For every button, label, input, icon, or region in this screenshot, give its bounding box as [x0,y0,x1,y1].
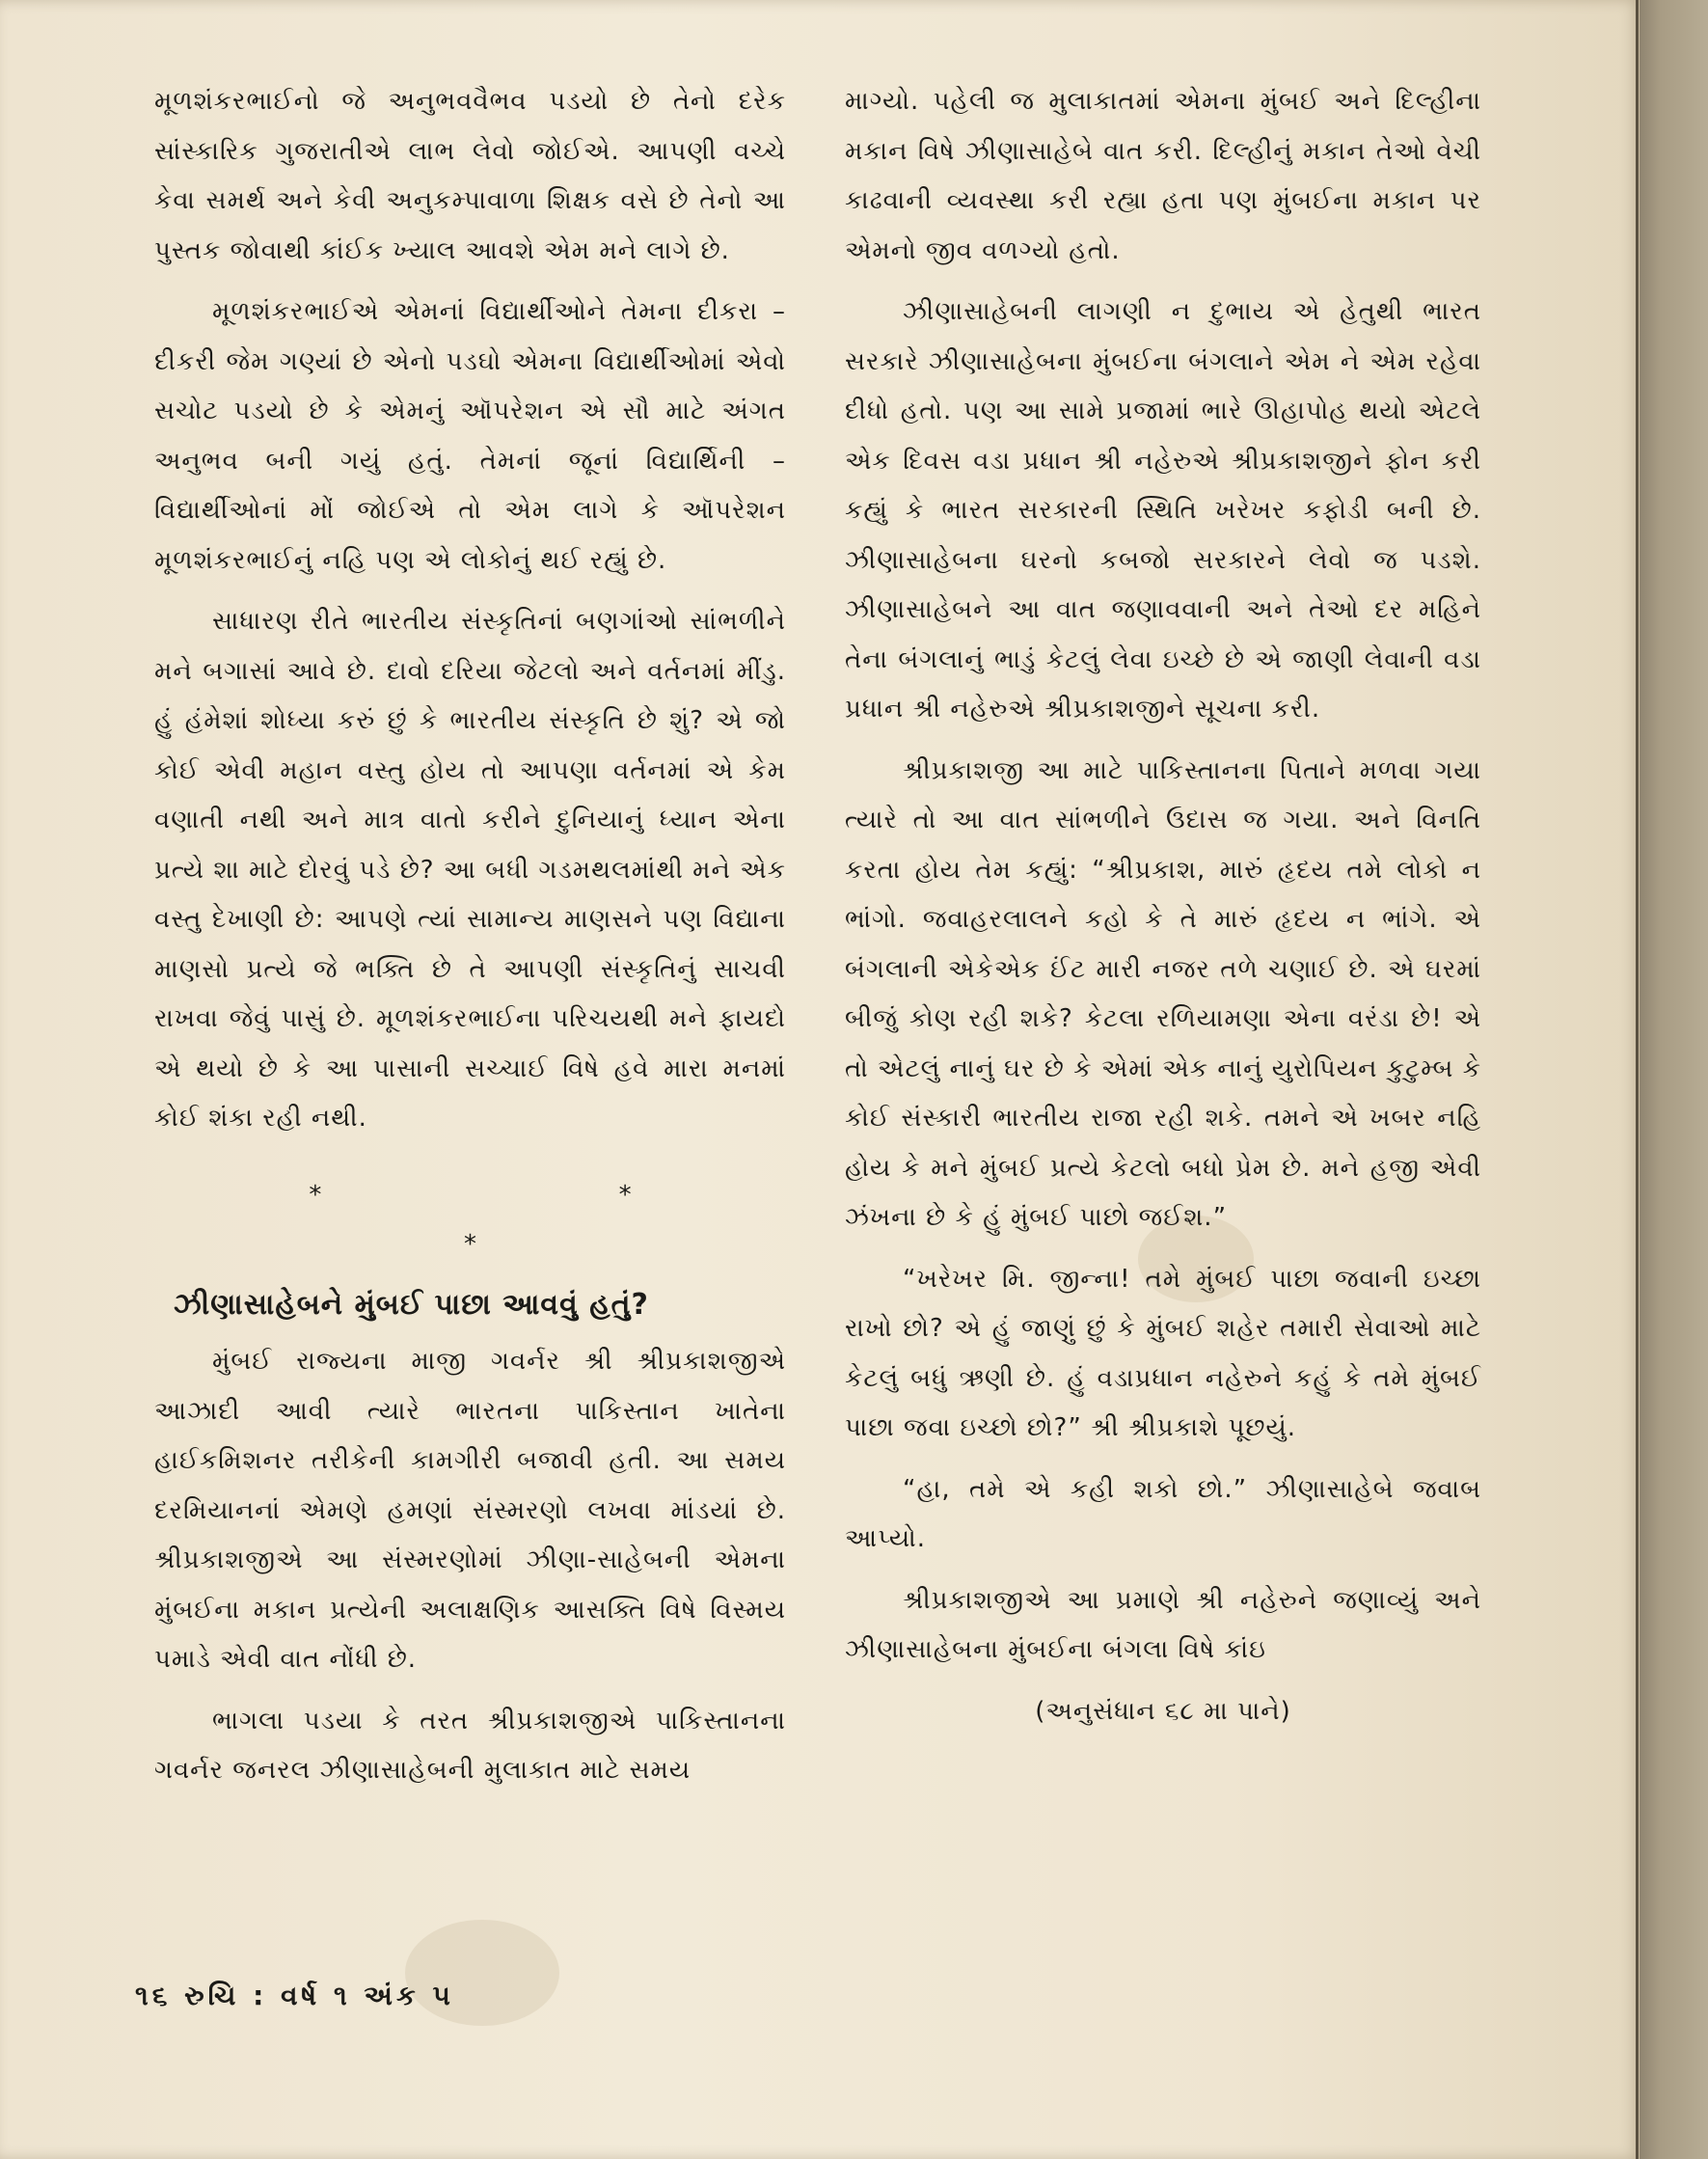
paragraph: ભાગલા પડયા કે તરત શ્રીપ્રકાશજીએ પાકિસ્તાનના ગવર્નર જનરલ ઝીણાસાહેબની મુલાકાત માટે સમય [154,1706,786,1785]
paragraph: મૂળશંકરભાઈનો જે અનુભવવૈભવ પડયો છે તેનો દરેક સાંસ્કારિક ગુજરાતીએ લાભ લેવો જોઈએ. આપણી વચ્ચે કેવા સમર્થ અને કેવી અનુકમ્પાવાળા શિક્ષક વસે છે તેનો આ પુસ્તક જોવાથી કાંઈક ખ્યાલ આવશે એમ મને લાગે છે. [154,87,786,265]
paragraph: ઝીણાસાહેબની લાગણી ન દુભાય એ હેતુથી ભારત સરકારે ઝીણાસાહેબના મુંબઈના બંગલાને એમ ને એમ રહેવા દીધો હતો. પણ આ સામે પ્રજામાં ભારે ઊહાપોહ થયો એટલે એક દિવસ વડા પ્રધાન શ્રી નહેરુએ શ્રીપ્રકાશજીને ફોન કરી કહ્યું કે ભારત સરકારની સ્થિતિ ખરેખર કફોડી બની છે. ઝીણાસાહેબના ઘરનો કબજો સરકારને લેવો જ પડશે. ઝીણાસાહેબને આ વાત જણાવવાની અને તેઓ દર મહિને તેના બંગલાનું ભાડું કેટલું લેવા ઇચ્છે છે એ જાણી લેવાની વડા પ્રધાન શ્રી નહેરુએ શ્રીપ્રકાશજીને સૂચના કરી. [845,297,1481,724]
binding-line [1636,0,1639,2159]
paragraph: “હા, તમે એ કહી શકો છો.” ઝીણાસાહેબે જવાબ આપ્યો. [845,1474,1481,1553]
continued-note: (અનુસંધાન ૬૮ મા પાને) [1035,1696,1291,1726]
article-heading: ઝીણાસાહેબને મુંબઈ પાછા આવવું હતું? [174,1287,649,1322]
paragraph: શ્રીપ્રકાશજી આ માટે પાકિસ્તાનના પિતાને મળવા ગયા ત્યારે તો આ વાત સાંભળીને ઉદાસ જ ગયા. અને વિનતિ કરતા હોય તેમ કહ્યું: “શ્રીપ્રકાશ, મારું હૃદય તમે લોકો ન ભાંગો. જવાહરલાલને કહો કે તે મારું હૃદય ન ભાંગે. એ બંગલાની એકેએક ઈંટ મારી નજર તળે ચણાઈ છે. એ ઘરમાં બીજું કોણ રહી શકે? કેટલા રળિયામણા એના વરંડા છે! એ તો એટલું નાનું ઘર છે કે એમાં એક નાનું યુરોપિયન કુટુમ્બ કે કોઈ સંસ્કારી ભારતીય રાજા રહી શકે. તમને એ ખબર નહિ હોય કે મને મુંબઈ પ્રત્યે કેટલો બધો પ્રેમ છે. મને હજી એવી ઝંખના છે કે હું મુંબઈ પાછો જઈશ.” [845,755,1481,1232]
right-column [845,77,1481,1736]
paragraph: મુંબઈ રાજ્યના માજી ગવર્નર શ્રી શ્રીપ્રકાશજીએ આઝાદી આવી ત્યારે ભારતના પાકિસ્તાન ખાતેના હાઈકમિશનર તરીકેની કામગીરી બજાવી હતી. આ સમય દરમિયાનનાં એમણે હમણાં સંસ્મરણો લખવા માંડયાં છે. શ્રીપ્રકાશજીએ આ સંસ્મરણોમાં ઝીણા-સાહેબની એમના મુંબઈના મકાન પ્રત્યેની અલાક્ષણિક આસક્તિ વિષે વિસ્મય પમાડે એવી વાત નોંધી છે. [154,1347,786,1674]
paragraph: મૂળશંકરભાઈએ એમનાં વિદ્યાર્થીઓને તેમના દીકરા – દીકરી જેમ ગણ્યાં છે એનો પડઘો એમના વિદ્યાર્થીઓમાં એવો સચોટ પડયો છે કે એમનું ઑપરેશન એ સૌ માટે અંગત અનુભવ બની ગયું હતું. તેમનાં જૂનાં વિદ્યાર્થિની – વિદ્યાર્થીઓનાં મોં જોઈએ તો એમ લાગે કે ઑપરેશન મૂળશંકરભાઈનું નહિ પણ એ લોકોનું થઈ રહ્યું છે. [154,297,786,575]
section-divider-stars: * * * [309,1180,776,1259]
paragraph: શ્રીપ્રકાશજીએ આ પ્રમાણે શ્રી નહેરુને જણાવ્યું અને ઝીણાસાહેબના મુંબઈના બંગલા વિષે કાંઇ [845,1585,1481,1664]
page-footer: ૧૬ રુચિ : વર્ષ ૧ અંક ૫ [135,1980,454,2011]
paragraph: માગ્યો. પહેલી જ મુલાકાતમાં એમના મુંબઈ અને દિલ્હીના મકાન વિષે ઝીણાસાહેબે વાત કરી. દિલ્હીનું મકાન તેઓ વેચી કાઢવાની વ્યવસ્થા કરી રહ્યા હતા પણ મુંબઈના મકાન પર એમનો જીવ વળગ્યો હતો. [845,87,1481,265]
left-column [154,77,786,1808]
paragraph: “ખરેખર મિ. જીન્ના! તમે મુંબઈ પાછા જવાની ઇચ્છા રાખો છો? એ હું જાણું છું કે મુંબઈ શહેર તમારી સેવાઓ માટે કેટલું બધું ઋણી છે. હું વડાપ્રધાન નહેરુને કહું કે તમે મુંબઈ પાછા જવા ઇચ્છો છો?” શ્રી શ્રીપ્રકાશે પૂછયું. [845,1264,1481,1442]
paragraph: સાધારણ રીતે ભારતીય સંસ્કૃતિનાં બણગાંઓ સાંભળીને મને બગાસાં આવે છે. દાવો દરિયા જેટલો અને વર્તનમાં મીંડુ. હું હંમેશાં શોધ્યા કરું છું કે ભારતીય સંસ્કૃતિ છે શું? એ જો કોઈ એવી મહાન વસ્તુ હોય તો આપણા વર્તનમાં એ કેમ વણાતી નથી અને માત્ર વાતો કરીને દુનિયાનું ધ્યાન એના પ્રત્યે શા માટે દોરવું પડે છે? આ બધી ગડમથલમાંથી મને એક વસ્તુ દેખાણી છે: આપણે ત્યાં સામાન્ય માણસને પણ વિદ્યાના માણસો પ્રત્યે જે ભક્તિ છે તે આપણી સંસ્કૃતિનું સાચવી રાખવા જેવું પાસું છે. મૂળશંકરભાઈના પરિચયથી મને ફાયદો એ થયો છે કે આ પાસાની સચ્ચાઈ વિષે હવે મારા મનમાં કોઈ શંકા રહી નથી. [154,607,786,1133]
binding-edge [1640,0,1708,2159]
